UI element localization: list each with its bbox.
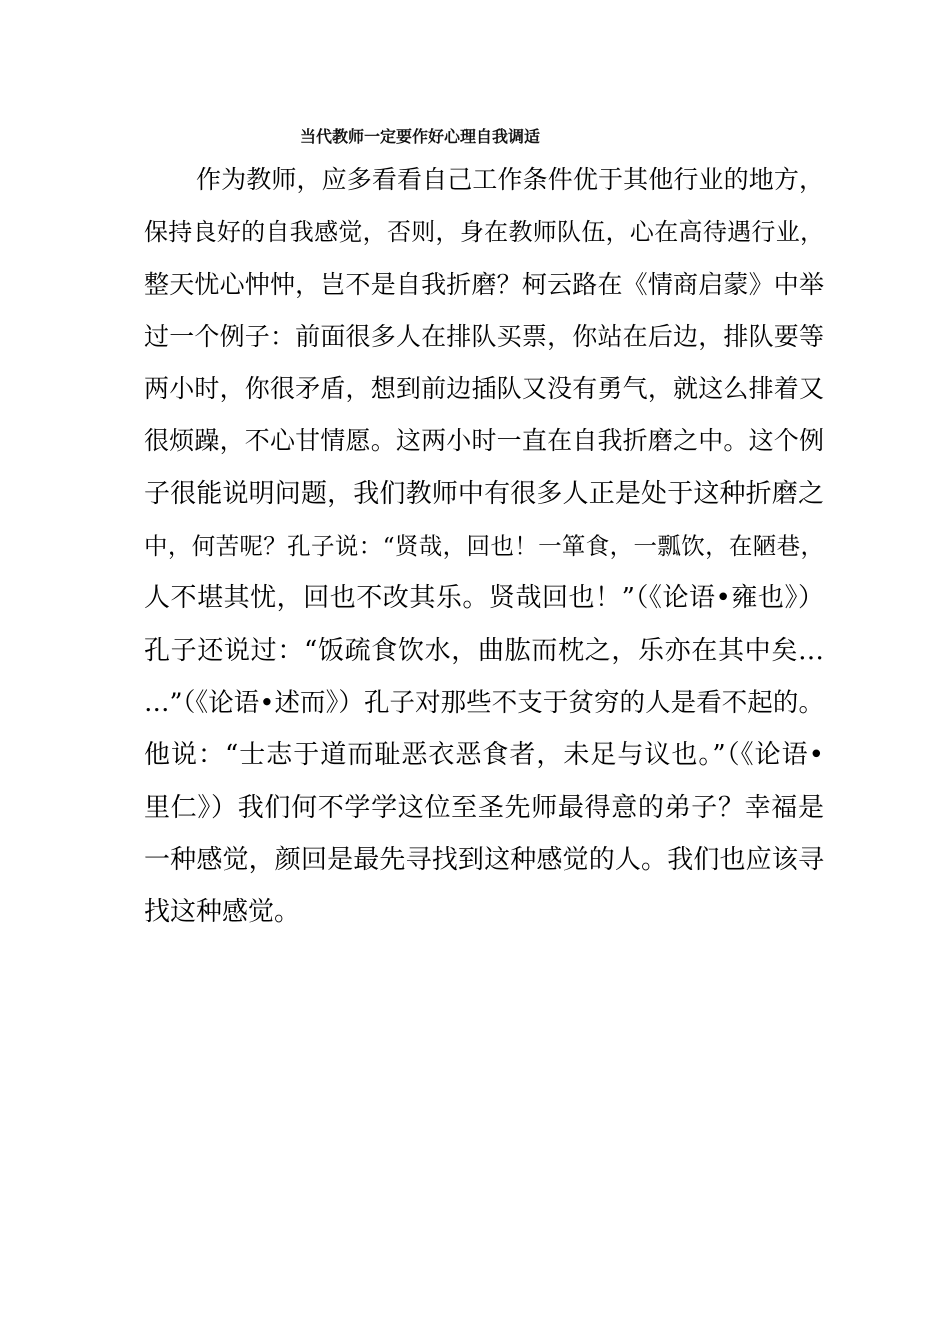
paragraph-line: …”（《论语•述而》）孔子对那些不支于贫穷的人是看不起的。 [144, 687, 824, 718]
paragraph-line: 子很能说明问题，我们教师中有很多人正是处于这种折磨之 [144, 478, 824, 509]
paragraph-line: 孔子还说过：“饭疏食饮水，曲肱而枕之，乐亦在其中矣… [144, 635, 824, 666]
document-title: 当代教师一定要作好心理自我调适 [300, 127, 541, 146]
paragraph-line: 找这种感觉。 [144, 897, 301, 928]
paragraph-line: 他说：“士志于道而耻恶衣恶食者，未足与议也。”（《论语• [144, 740, 824, 771]
paragraph-line: 保持良好的自我感觉，否则，身在教师队伍，心在高待遇行业， [144, 218, 824, 247]
paragraph-line: 人不堪其忧，回也不改其乐。贤哉回也！”（《论语•雍也》） [144, 583, 824, 614]
paragraph-line: 两小时，你很矛盾，想到前边插队又没有勇气，就这么排着又 [144, 374, 824, 404]
document-body [144, 154, 824, 938]
paragraph-line: 作为教师，应多看看自己工作条件优于其他行业的地方， [196, 165, 824, 194]
paragraph-line: 过一个例子：前面很多人在排队买票，你站在后边，排队要等 [144, 321, 824, 351]
paragraph-line: 里仁》）我们何不学学这位至圣先师最得意的弟子？幸福是 [144, 792, 824, 823]
paragraph-line: 整天忧心忡忡，岂不是自我折磨？柯云路在《情商启蒙》中举 [144, 269, 824, 299]
paragraph-line: 中，何苦呢？孔子说：“贤哉，回也！一箪食，一瓢饮，在陋巷， [144, 532, 824, 561]
paragraph-line: 很烦躁，不心甘情愿。这两小时一直在自我折磨之中。这个例 [144, 426, 824, 456]
paragraph-line: 一种感觉，颜回是最先寻找到这种感觉的人。我们也应该寻 [144, 844, 824, 875]
